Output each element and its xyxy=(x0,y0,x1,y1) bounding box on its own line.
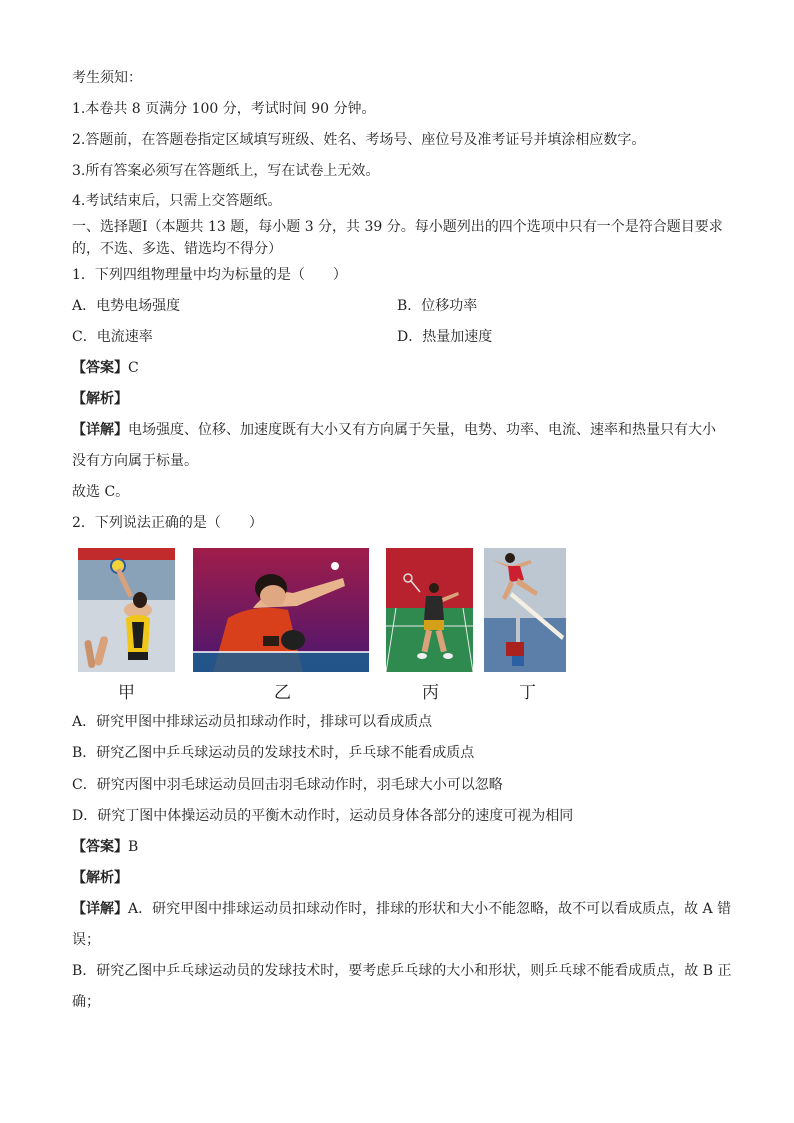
q1-detail-tag: 【详解】 xyxy=(72,422,128,438)
q1-option-b: B．位移功率 xyxy=(397,298,478,314)
notice-item-2: 2.答题前，在答题卷指定区域填写班级、姓名、考场号、座位号及准考证号并填涂相应数字。 xyxy=(72,132,646,148)
q1-stem: 1．下列四组物理量中均为标量的是（ ） xyxy=(72,267,347,283)
q1-analysis-tag: 【解析】 xyxy=(72,391,128,407)
q2-detail-line-2: 误； xyxy=(72,932,100,948)
q1-option-d: D．热量加速度 xyxy=(397,329,493,345)
q2-detail-line-3: B．研究乙图中乒乓球运动员的发球技术时，要考虑乒乓球的大小和形状，则乒乓球不能看成质点，故 B 正 xyxy=(72,963,732,979)
notice-item-3: 3.所有答案必须写在答题纸上，写在试卷上无效。 xyxy=(72,163,380,179)
section-header-line-2: 的，不选、多选、错选均不得分） xyxy=(72,241,282,257)
q2-option-a: A．研究甲图中排球运动员扣球动作时，排球可以看成质点 xyxy=(72,714,433,730)
q2-option-d: D．研究丁图中体操运动员的平衡木动作时，运动员身体各部分的速度可视为相同 xyxy=(72,808,574,824)
q1-answer xyxy=(72,358,139,378)
q1-conclusion: 故选 C。 xyxy=(72,484,130,500)
photo-badminton xyxy=(386,548,473,672)
q2-detail-tag: 【详解】 xyxy=(72,901,128,917)
photo-table-tennis xyxy=(193,548,369,672)
q2-answer xyxy=(72,837,138,857)
q2-answer-tag: 【答案】 xyxy=(72,839,128,855)
notice-title: 考生须知： xyxy=(72,70,142,86)
q2-answer-value: B xyxy=(128,839,139,855)
caption-jia: 甲 xyxy=(118,683,135,703)
q2-detail-a-text: A．研究甲图中排球运动员扣球动作时，排球的形状和大小不能忽略，故不可以看成质点，故 A 错 xyxy=(128,901,732,917)
caption-bing: 丙 xyxy=(422,683,439,703)
q2-analysis-tag: 【解析】 xyxy=(72,870,128,886)
q1-option-c: C．电流速率 xyxy=(72,329,153,345)
caption-ding: 丁 xyxy=(519,683,536,703)
q2-option-b: B．研究乙图中乒乓球运动员的发球技术时，乒乓球不能看成质点 xyxy=(72,745,475,761)
q1-detail-line-1 xyxy=(72,420,716,440)
photo-volleyball xyxy=(78,548,175,672)
q1-answer-tag: 【答案】 xyxy=(72,360,128,376)
caption-yi: 乙 xyxy=(274,683,291,703)
photo-gymnastics xyxy=(484,548,566,672)
q1-answer-value: C xyxy=(128,360,139,376)
q2-detail-line-4: 确； xyxy=(72,994,100,1010)
notice-item-1: 1.本卷共 8 页满分 100 分，考试时间 90 分钟。 xyxy=(72,101,376,117)
q1-detail-line-2: 没有方向属于标量。 xyxy=(72,453,198,469)
q1-option-a: A．电势电场强度 xyxy=(72,298,181,314)
q2-option-c: C．研究丙图中羽毛球运动员回击羽毛球动作时，羽毛球大小可以忽略 xyxy=(72,777,503,793)
section-header-line-1: 一、选择题Ⅰ（本题共 13 题，每小题 3 分，共 39 分。每小题列出的四个选项中只有一个是符合题目要求 xyxy=(72,219,723,235)
q1-detail-text: 电场强度、位移、加速度既有大小又有方向属于矢量，电势、功率、电流、速率和热量只有大小 xyxy=(128,422,716,438)
q2-stem: 2．下列说法正确的是（ ） xyxy=(72,515,263,531)
notice-item-4: 4.考试结束后，只需上交答题纸。 xyxy=(72,193,282,209)
q2-detail-line-1 xyxy=(72,899,731,919)
